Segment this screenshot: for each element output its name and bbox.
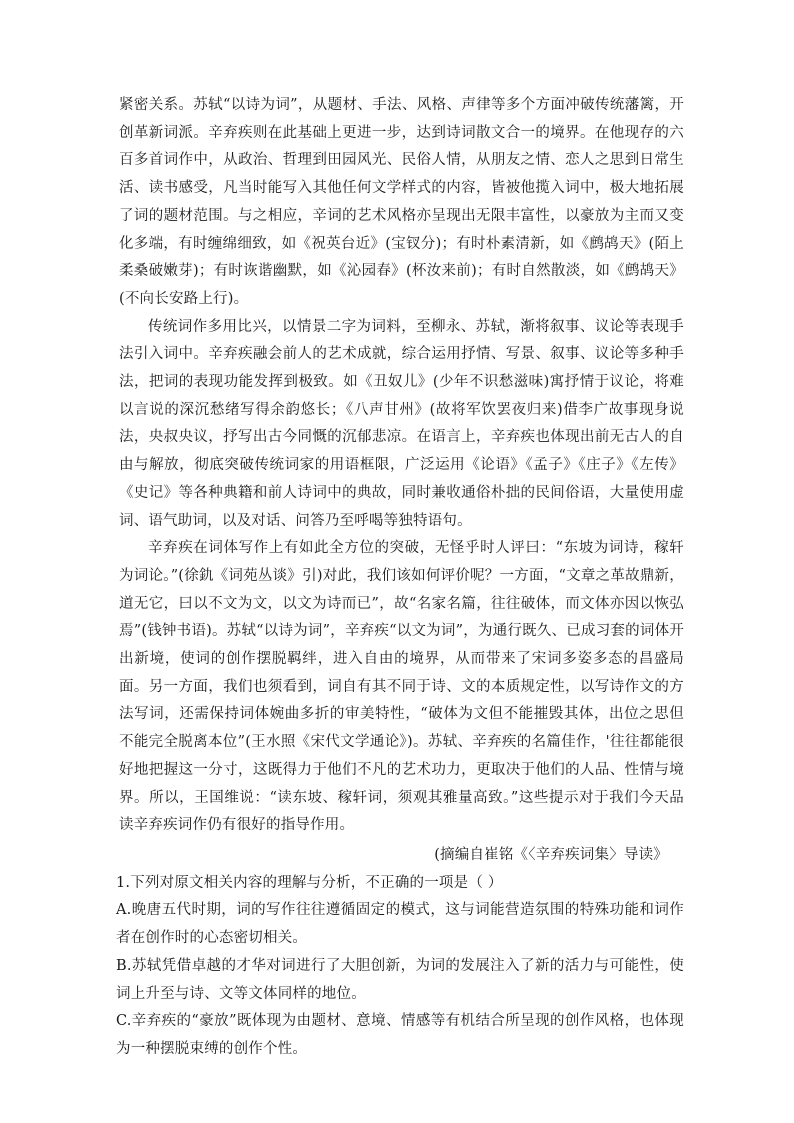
option-b: B.苏轼凭借卓越的才华对词进行了大胆创新，为词的发展注入了新的活力与可能性，使词上升至与诗、文等文体同样的地位。 [116,957,684,1002]
paragraph-3: 辛弃疾在词体写作上有如此全方位的突破，无怪乎时人评曰：“东坡为词诗，稼轩为词论。”(徐釚《词苑丛谈》引)对此，我们该如何评价呢？一方面，“文章之革故鼎新，道无它，曰以不文为文，以文为诗而已”，故“名家名篇，往往破体，而文体亦因以恢弘焉”(钱钟书语)。苏轼“以诗为词”，辛弃疾“以文为词”，为通行既久、已成习套的词体开出新境，使词的创作摆脱羁绊，进入自由的境界，从而带来了宋词多姿多态的昌盛局面。另一方面，我们也须看到，词自有其不同于诗、文的本质规定性，以写诗作文的方法写词，还需保持词体婉曲多折的审美特性，“破体为文但不能摧毁其体，出位之思但不能完全脱离本位”(王水照《宋代文学通论》)。苏轼、辛弃疾的名篇佳作，'往往都能很好地把握这一分寸，这既得力于他们不凡的艺术功力，更取决于他们的人品、性情与境界。所以，王国维说：“读东坡、稼轩词，须观其雅量高致。”这些提示对于我们今天品读辛弃疾词作仍有很好的指导作用。 [119,540,684,834]
option-c: C.辛弃疾的“豪放”既体现为由题材、意境、情感等有机结合所呈现的创作风格，也体现为一种摆脱束缚的创作个性。 [116,1013,684,1057]
option-a: A.晚唐五代时期，词的写作往往遵循固定的模式，这与词能营造氛围的特殊功能和词作者在创作时的心态密切相关。 [116,902,684,947]
question-stem: 1.下列对原文相关内容的理解与分析，不正确的一项是（ ） [116,874,503,891]
source-citation: (摘编自崔铭《〈辛弃疾词集〉导读》 [434,846,668,863]
paragraph-2: 传统词作多用比兴，以情景二字为词料，至柳永、苏轼，渐将叙事、议论等表现手法引入词中。辛弃疾融会前人的艺术成就，综合运用抒情、写景、叙事、议论等多种手法，把词的表现功能发挥到极致。如《丑奴儿》(少年不识愁滋味)寓抒情于议论，将难以言说的深沉愁绪写得余韵悠长；《八声甘州》(故将军饮罢夜归来)借李广故事现身说法，央叔央议，抒写出古今同慨的沉郁悲凉。在语言上，辛弃疾也体现出前无古人的自由与解放，彻底突破传统词家的用语框限，广泛运用《论语》《孟子》《庄子》《左传》《史记》等各种典籍和前人诗词中的典故，同时兼收通俗朴拙的民间俗语，大量使用虚词、语气助词，以及对话、问答乃至呼喝等独特语句。 [119,318,684,529]
article-body [116,92,684,1064]
paragraph-1: 紧密关系。苏轼“以诗为词”，从题材、手法、风格、声律等多个方面冲破传统藩篱，开创革新词派。辛弃疾则在此基础上更进一步，达到诗词散文合一的境界。在他现存的六百多首词作中，从政治、哲理到田园风光、民俗人情，从朋友之情、恋人之思到日常生活、读书感受，凡当时能写入其他任何文学样式的内容，皆被他揽入词中，极大地拓展了词的题材范围。与之相应，辛词的艺术风格亦呈现出无限丰富性，以豪放为主而又变化多端，有时缠绵细致，如《祝英台近》(宝钗分)；有时朴素清新，如《鹧鸪天》(陌上柔桑破嫩芽)；有时诙谐幽默，如《沁园春》(杯汝来前)；有时自然散淡，如《鹧鸪天》(不向长安路上行)。 [119,97,684,307]
